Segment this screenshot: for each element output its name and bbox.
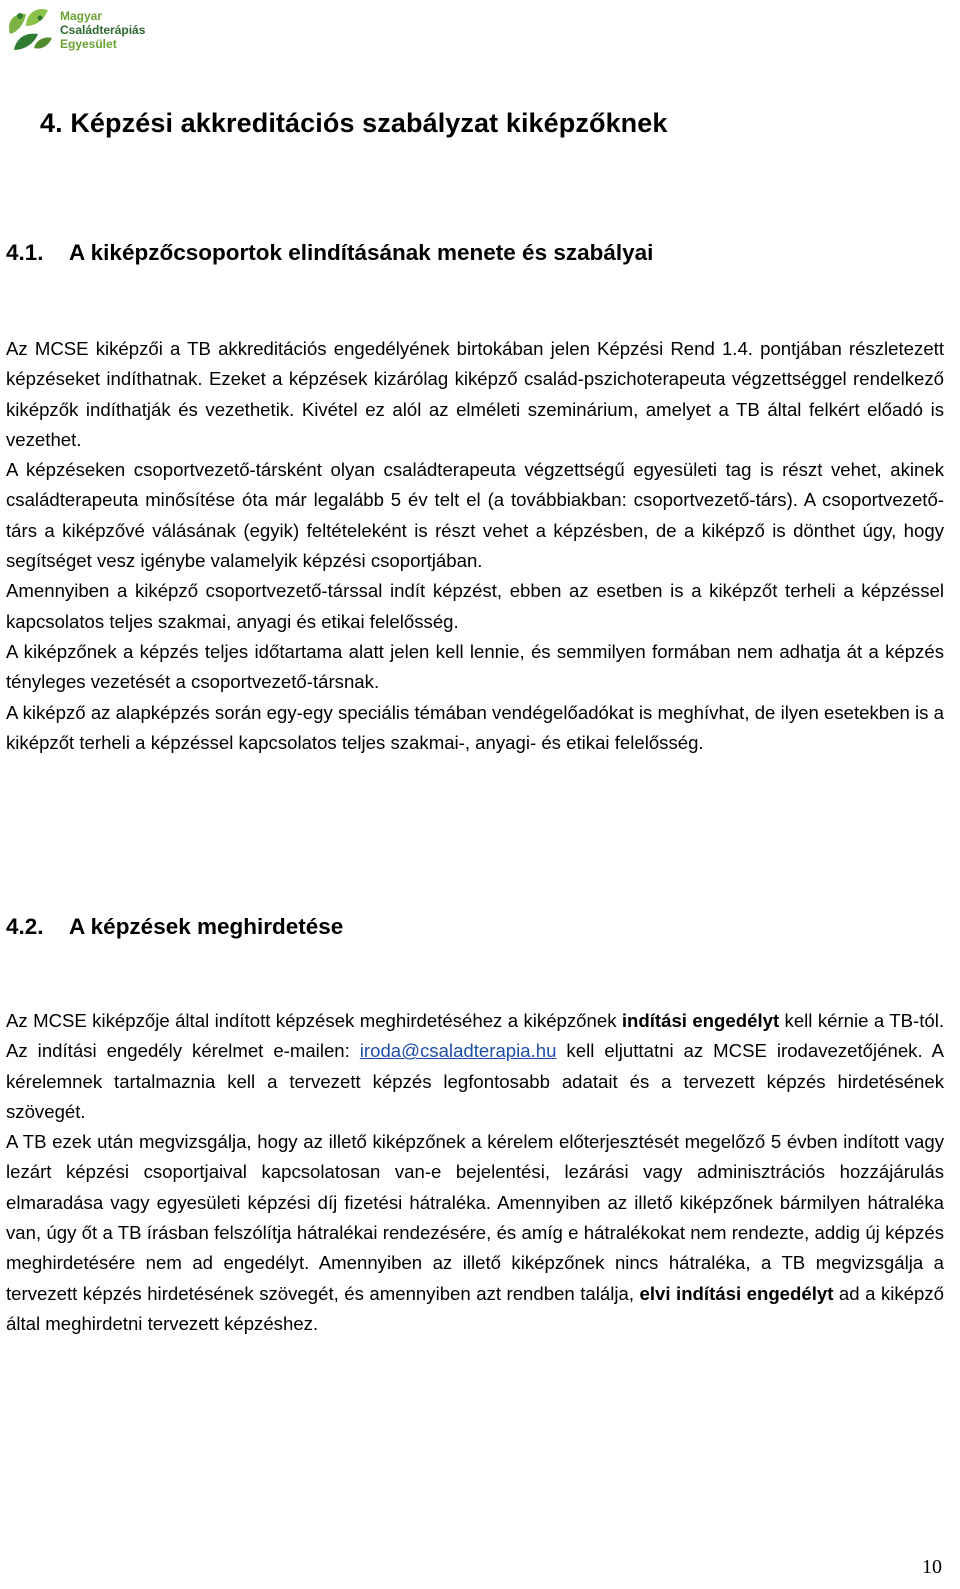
text-run: ad a kiképző által meghirdetni tervezett képzéshez. <box>6 1282 944 1334</box>
family-leaves-icon <box>4 4 56 56</box>
section-4-2-body <box>6 1006 944 1339</box>
text-run: Az MCSE kiképzője által indított képzések meghirdetéséhez a kiképzőnek <box>6 1010 622 1031</box>
logo-line-1: Magyar <box>60 9 103 23</box>
paragraph: A kiképző az alapképzés során egy-egy speciális témában vendégelőadókat is meghívhat, de ilyen esetekben is a kiképzőt terheli a képzéssel kapcsolatos teljes szakmai-, anyagi- és etikai felelősség. <box>6 701 944 753</box>
logo-wordmark <box>60 9 145 51</box>
bold-term: indítási engedélyt <box>621 1010 780 1031</box>
section-title: A kiképzőcsoportok elindításának menete és szabályai <box>69 240 654 265</box>
page-number: 10 <box>922 1556 942 1578</box>
logo-line-2: Családterápiás <box>60 23 146 37</box>
section-number: 4.2. <box>6 914 44 939</box>
paragraph: A kiképzőnek a képzés teljes időtartama alatt jelen kell lennie, és semmilyen formában nem adhatja át a képzés tényleges vezetését a csoportvezető-társnak. <box>6 640 944 693</box>
text-run: kell eljuttatni az MCSE irodavezetőjének. A kérelemnek tartalmaznia kell a tervezett képzés legfontosabb adatait és a tervezett képzés hirdetésének szövegét. <box>6 1040 944 1122</box>
text-run: A TB ezek után megvizsgálja, hogy az illető kiképzőnek a kérelem előterjesztését megelőző 5 évben indított vagy lezárt képzési csoportjaival kapcsolatosan van-e bejelentési, lezárási vagy adminisztrációs hozzájárulás elmaradása vagy egyesületi képzési díj fizetési hátraléka. Amennyiben az illető kiképzőnek bármilyen hátraléka van, úgy őt a TB írásban felszólítja hátralékai rendezésére, és amíg e hátralékokat nem rendezte, addig új képzés meghirdetésére nem ad engedélyt. Amennyiben az illető kiképzőnek nincs hátraléka, a TB megvizsgálja a tervezett képzés hirdetésének szövegét, és amennyiben azt rendben találja, <box>6 1131 944 1304</box>
section-heading-4-2 <box>6 914 343 940</box>
section-4-1-body <box>6 334 944 758</box>
text-run: kell kérnie a TB-tól. Az indítási engedély kérelmet e-mailen: <box>6 1010 944 1062</box>
logo-line-3: Egyesület <box>60 37 117 51</box>
chapter-title: 4. Képzési akkreditációs szabályzat kiképzőknek <box>40 108 668 138</box>
paragraph <box>6 1006 944 1127</box>
email-link[interactable]: iroda@csaladterapia.hu <box>359 1040 557 1062</box>
section-title: A képzések meghirdetése <box>69 914 344 939</box>
paragraph: Amennyiben a kiképző csoportvezető-társsal indít képzést, ebben az esetben is a kiképzőt terheli a képzéssel kapcsolatos teljes szakmai, anyagi és etikai felelősség. <box>6 580 944 632</box>
paragraph: A képzéseken csoportvezető-társként olyan családterapeuta végzettségű egyesületi tag is részt vehet, akinek családterapeuta minősítése óta már legalább 5 év telt el (a továbbiakban: csoportvezető-társ). A csoportvezető-társ a kiképzővé válásának (egyik) feltételeként is részt vehet a képzésben, de a kiképző is dönthet úgy, hogy segítséget vesz igénybe valamelyik képzési csoportjában. <box>6 459 944 572</box>
paragraph <box>6 1127 944 1339</box>
section-number: 4.1. <box>6 240 44 265</box>
association-logo <box>4 4 154 56</box>
paragraph: Az MCSE kiképzői a TB akkreditációs engedélyének birtokában jelen Képzési Rend 1.4. pontjában részletezett képzéseket indíthatnak. Ezeket a képzések kizárólag kiképző család-pszichoterapeuta végzettséggel rendelkező kiképzők indíthatják és vezethetik. Kivétel ez alól az elméleti szeminárium, amelyet a TB által felkért előadó is vezethet. <box>6 338 944 450</box>
section-heading-4-1 <box>6 240 653 266</box>
bold-term: elvi indítási engedélyt <box>639 1282 834 1304</box>
